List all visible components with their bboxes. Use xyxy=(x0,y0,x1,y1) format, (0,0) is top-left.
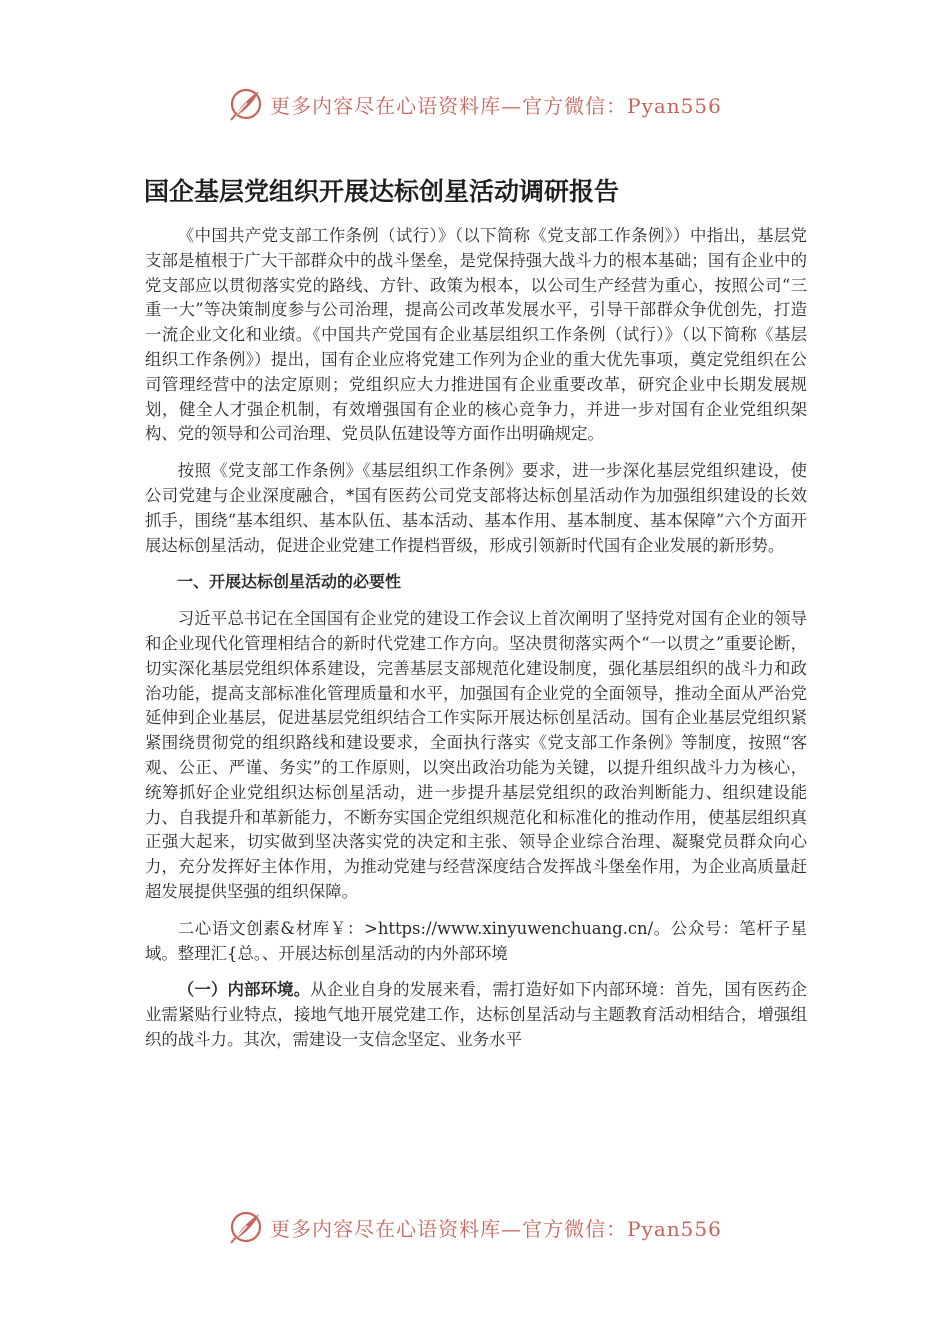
watermark-header xyxy=(0,86,950,122)
watermark-footer xyxy=(0,1209,950,1245)
paragraph-5-body: 从企业自身的发展来看，需打造好如下内部环境：首先，国有医药企业需紧贴行业特点，接地气地开展党建工作，达标创星活动与主题教育活动相结合，增强组织的战斗力。其次，需建设一支信念坚定、业务水平 xyxy=(145,980,807,1049)
paragraph-4: 二心语文创素&材库￥：>https://www.xinyuwenchuang.cn/。公众号：笔杆子星域。整理汇{总。、开展达标创星活动的内外部环境 xyxy=(145,918,807,963)
paragraph-5 xyxy=(145,978,807,1052)
paragraph-5-lead: （一）内部环境。 xyxy=(177,980,311,1000)
section-heading-1: 一、开展达标创星活动的必要性 xyxy=(177,572,402,592)
document-title: 国企基层党组织开展达标创星活动调研报告 xyxy=(144,177,620,206)
paragraph-1: 《中国共产党支部工作条例（试行）》（以下简称《党支部工作条例》）中指出，基层党支部是植根于广大干部群众中的战斗堡垒，是党保持强大战斗力的根本基础；国有企业中的党支部应以贯彻落实党的路线、方针、政策为根本，以公司生产经营为重心，按照公司“三重一大”等决策制度参与公司治理，提高公司改革发展水平，引导干部群众争优创先，打造一流企业文化和业绩。《中国共产党国有企业基层组织工作条例（试行）》（以下简称《基层组织工作条例》）提出，国有企业应将党建工作列为企业的重大优先事项，奠定党组织在公司管理经营中的法定原则；党组织应大力推进国有企业重要改革，研究企业中长期发展规划，健全人才强企机制，有效增强国有企业的核心竞争力，并进一步对国有企业党组织架构、党的领导和公司治理、党员队伍建设等方面作出明确规定。 xyxy=(145,226,807,444)
quill-pen-circle-icon xyxy=(228,86,264,122)
paragraph-2: 按照《党支部工作条例》《基层组织工作条例》要求，进一步深化基层党组织建设，使公司党建与企业深度融合，*国有医药公司党支部将达标创星活动作为加强组织建设的长效抓手，围绕“基本组织、基本队伍、基本活动、基本作用、基本制度、基本保障”六个方面开展达标创星活动，促进企业党建工作提档晋级，形成引领新时代国有企业发展的新形势。 xyxy=(145,461,807,555)
watermark-text: 更多内容尽在心语资料库—官方微信：Pyan556 xyxy=(270,1216,722,1241)
watermark-text: 更多内容尽在心语资料库—官方微信：Pyan556 xyxy=(270,93,722,118)
paragraph-3: 习近平总书记在全国国有企业党的建设工作会议上首次阐明了坚持党对国有企业的领导和企业现代化管理相结合的新时代党建工作方向。坚决贯彻落实两个“一以贯之”重要论断，切实深化基层党组织体系建设，完善基层支部规范化建设制度，强化基层组织的战斗力和政治功能，提高支部标准化管理质量和水平，加强国有企业党的全面领导，推动全面从严治党延伸到企业基层，促进基层党组织结合工作实际开展达标创星活动。国有企业基层党组织紧紧围绕贯彻党的组织路线和建设要求，全面执行落实《党支部工作条例》等制度，按照“客观、公正、严谨、务实”的工作原则，以突出政治功能为关键，以提升组织战斗力为核心，统筹抓好企业党组织达标创星活动，进一步提升基层党组织的政治判断能力、组织建设能力、自我提升和革新能力，不断夯实国企党组织规范化和标准化的推动作用，使基层组织真正强大起来，切实做到坚决落实党的决定和主张、领导企业综合治理、凝聚党员群众向心力，充分发挥好主体作用，为推动党建与经营深度结合发挥战斗堡垒作用，为企业高质量赶超发展提供坚强的组织保障。 xyxy=(145,609,807,901)
quill-pen-circle-icon xyxy=(228,1209,264,1245)
document-body xyxy=(145,172,807,1065)
